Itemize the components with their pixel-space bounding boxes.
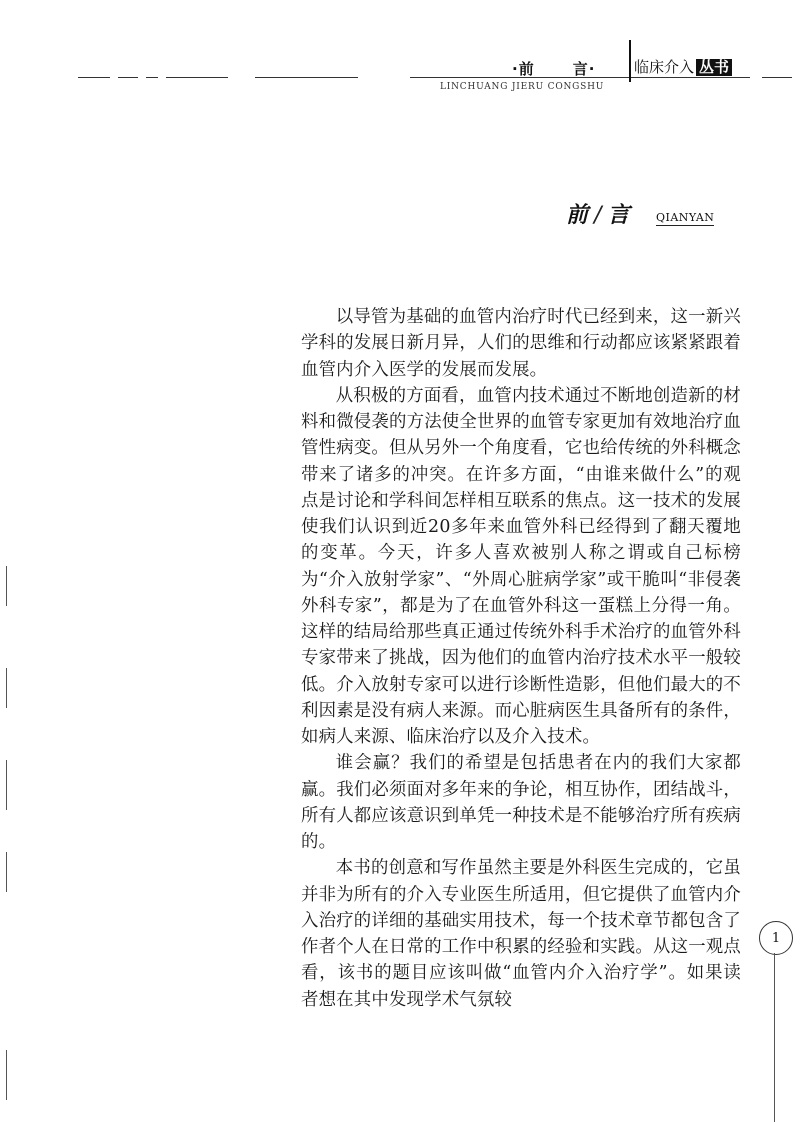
header-rule-segment-2 — [118, 77, 138, 78]
header-rule-segment-5 — [255, 77, 358, 78]
series-name-box: 丛书 — [696, 59, 732, 76]
section-heading-pinyin: QIANYAN — [656, 211, 715, 224]
header-rule-segment-1 — [78, 77, 110, 78]
series-name-prefix: 临床介入 — [634, 58, 695, 76]
series-name — [634, 56, 732, 77]
section-heading — [566, 198, 629, 229]
header-rule-segment-3 — [146, 77, 158, 78]
page-number: 1 — [759, 921, 793, 955]
paragraph: 谁会赢？我们的希望是包括患者在内的我们大家都赢。我们必须面对多年来的争论，相互协作，团结战斗，所有人都应该意识到单凭一种技术是不能够治疗所有疾病的。 — [301, 753, 741, 852]
paragraph: 本书的创意和写作虽然主要是外科医生完成的，它虽并非为所有的介入专业医生所适用，但它提供了血管内介入治疗的详细的基础实用技术，每一个技术章节都包含了作者个人在日常的工作中积累的经验和实践。从这一观点看，该书的题目应该叫做“血管内介入治疗学”。如果读者想在其中发现学术气氛较 — [301, 858, 741, 1010]
series-pinyin: LINCHUANG JIERU CONGSHU — [440, 82, 605, 92]
section-heading-char-2: 言 — [607, 203, 630, 228]
scan-edge-mark — [6, 852, 7, 892]
running-head-divider — [629, 40, 631, 82]
paragraph: 以导管为基础的血管内治疗时代已经到来，这一新兴学科的发展日新月异，人们的思维和行动都应该紧紧跟着血管内介入医学的发展而发展。 — [301, 307, 741, 380]
running-head-right: 言· — [572, 60, 596, 78]
header-rule-segment-4 — [166, 77, 228, 78]
running-head-section-title — [512, 58, 595, 79]
section-heading-char-1: 前 — [566, 203, 589, 228]
body-text — [301, 304, 741, 1013]
section-heading-slash: / — [594, 203, 602, 228]
scan-edge-mark — [6, 1050, 7, 1100]
running-head-left: ·前 — [512, 60, 535, 78]
margin-rule-right — [774, 953, 775, 1122]
header-rule-segment-7 — [762, 77, 792, 78]
scan-edge-mark — [6, 566, 7, 606]
paragraph: 从积极的方面看，血管内技术通过不断地创造新的材料和微侵袭的方法使全世界的血管专家更加有效地治疗血管性病变。但从另外一个角度看，它也给传统的外科概念带来了诸多的冲突。在许多方面，“由谁来做什么”的观点是讨论和学科间怎样相互联系的焦点。这一技术的发展使我们认识到近20多年来血管外科已经得到了翻天覆地的变革。今天，许多人喜欢被别人称之谓或自己标榜为“介入放射学家”、“外周心脏病学家”或干脆叫“非侵袭外科专家”，都是为了在血管外科这一蛋糕上分得一角。这样的结局给那些真正通过传统外科手术治疗的血管外科专家带来了挑战，因为他们的血管内治疗技术水平一般较低。介入放射专家可以进行诊断性造影，但他们最大的不利因素是没有病人来源。而心脏病医生具备所有的条件，如病人来源、临床治疗以及介入技术。 — [301, 385, 741, 747]
scan-edge-mark — [6, 668, 7, 708]
scan-edge-mark — [6, 760, 7, 810]
